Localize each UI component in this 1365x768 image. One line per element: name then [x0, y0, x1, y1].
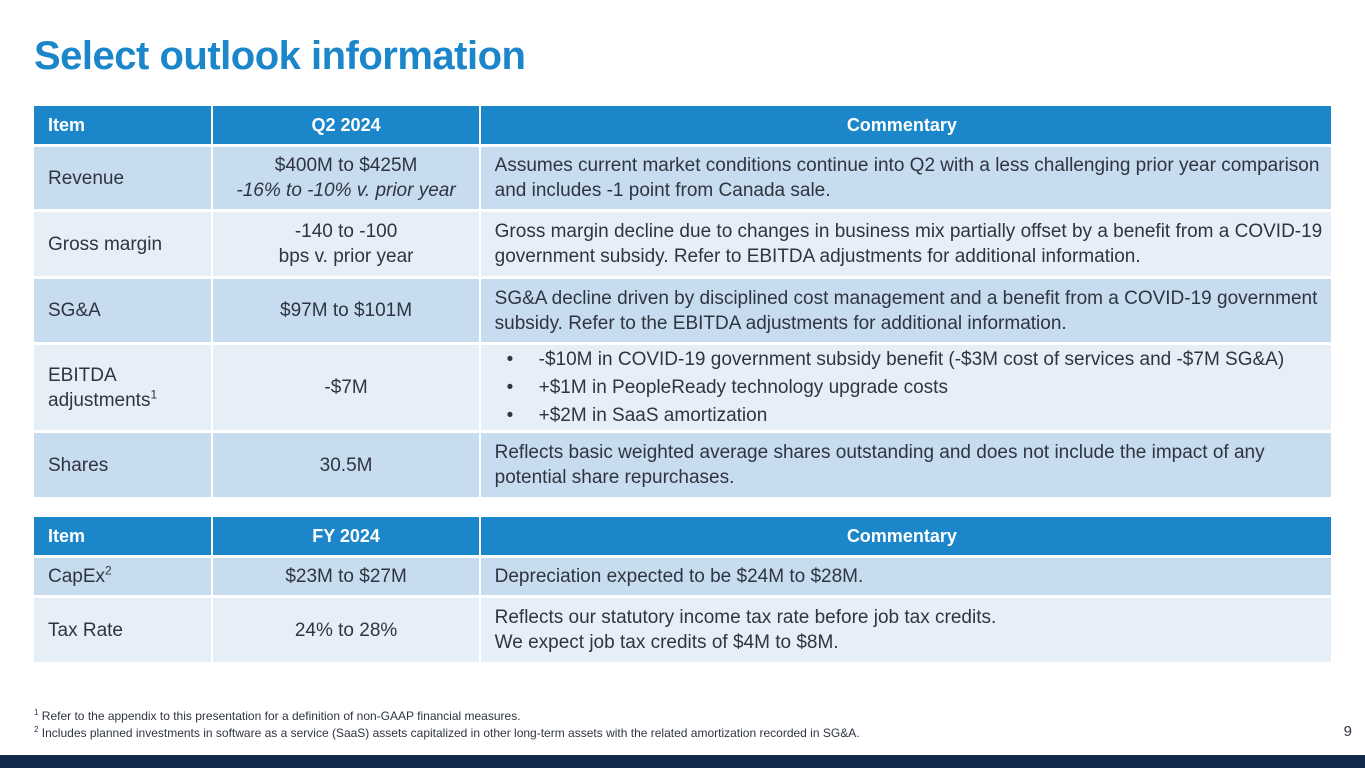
row-commentary: Depreciation expected to be $24M to $28M.	[481, 558, 1331, 595]
value-line: $400M to $425M	[274, 155, 418, 176]
footnote-marker: 2	[105, 563, 112, 578]
page-number: 9	[1343, 723, 1352, 740]
footer-bar	[0, 755, 1365, 768]
row-value	[213, 147, 478, 209]
footnote-marker: 1	[150, 387, 158, 402]
table-row-capex	[34, 558, 1331, 595]
row-item: Shares	[34, 433, 211, 497]
value-line: bps v. prior year	[278, 246, 414, 267]
value-line: -140 to -100	[294, 221, 398, 242]
row-commentary: Reflects basic weighted average shares outstanding and does not include the impact of any potential share repurchases.	[481, 433, 1331, 497]
footnote: $^1$ Refer to the appendix to this presentation for a definition of non-GAAP financial measures.	[34, 708, 521, 723]
row-value: $23M to $27M	[213, 558, 478, 595]
row-commentary	[481, 345, 1331, 430]
table-row-shares	[34, 433, 1331, 497]
row-value: 30.5M	[213, 433, 478, 497]
row-item: SG&A	[34, 279, 211, 342]
commentary-line: Reflects our statutory income tax rate before job tax credits.	[494, 607, 997, 628]
header-commentary: Commentary	[481, 106, 1331, 144]
table-header-row	[34, 517, 1331, 555]
footnote: $^2$ Includes planned investments in software as a service (SaaS) assets capitalized in other long-term assets with the related amortization recorded in SG&A.	[34, 725, 860, 740]
value-line-italic: -16% to -10% v. prior year	[236, 180, 456, 201]
bullet-item: • -$10M in COVID-19 government subsidy benefit (-$3M cost of services and -$7M SG&A)	[495, 346, 1285, 374]
commentary-line: We expect job tax credits of $4M to $8M.	[494, 632, 839, 653]
row-commentary: Assumes current market conditions continue into Q2 with a less challenging prior year comparison and includes -1 point from Canada sale.	[481, 147, 1331, 209]
header-commentary: Commentary	[481, 517, 1331, 555]
header-period: Q2 2024	[213, 106, 478, 144]
table-row-revenue	[34, 147, 1331, 209]
bullet-list	[495, 346, 1285, 430]
row-value: -$7M	[213, 345, 478, 430]
row-commentary: SG&A decline driven by disciplined cost management and a benefit from a COVID-19 government subsidy. Refer to the EBITDA adjustments for additional information.	[481, 279, 1331, 342]
row-item-label: CapEx$^2$	[48, 563, 112, 587]
row-commentary: Gross margin decline due to changes in business mix partially offset by a benefit from a COVID-19 government subsidy. Refer to EBITDA adjustments for additional information.	[481, 212, 1331, 276]
row-item	[34, 558, 211, 595]
bullet-item: • +$2M in SaaS amortization	[495, 402, 1285, 430]
table-row-gross-margin	[34, 212, 1331, 276]
row-value: 24% to 28%	[213, 598, 478, 662]
bullet-item: • +$1M in PeopleReady technology upgrade costs	[495, 374, 1285, 402]
header-item: Item	[34, 106, 211, 144]
page-title: Select outlook information	[34, 34, 526, 78]
row-commentary	[481, 598, 1331, 662]
row-item-label: EBITDA adjustments$^1$	[48, 364, 158, 411]
row-item: Tax Rate	[34, 598, 211, 662]
row-value	[213, 212, 478, 276]
table-header-row	[34, 106, 1331, 144]
row-value: $97M to $101M	[213, 279, 478, 342]
header-item: Item	[34, 517, 211, 555]
row-item	[34, 345, 211, 430]
header-period: FY 2024	[213, 517, 478, 555]
table-row-sga	[34, 279, 1331, 342]
row-item: Revenue	[34, 147, 211, 209]
table-row-ebitda-adjustments	[34, 345, 1331, 430]
fy-outlook-table	[34, 517, 1331, 662]
row-item: Gross margin	[34, 212, 211, 276]
q2-outlook-table	[34, 106, 1331, 497]
table-row-tax-rate	[34, 598, 1331, 662]
footnotes	[34, 708, 860, 742]
